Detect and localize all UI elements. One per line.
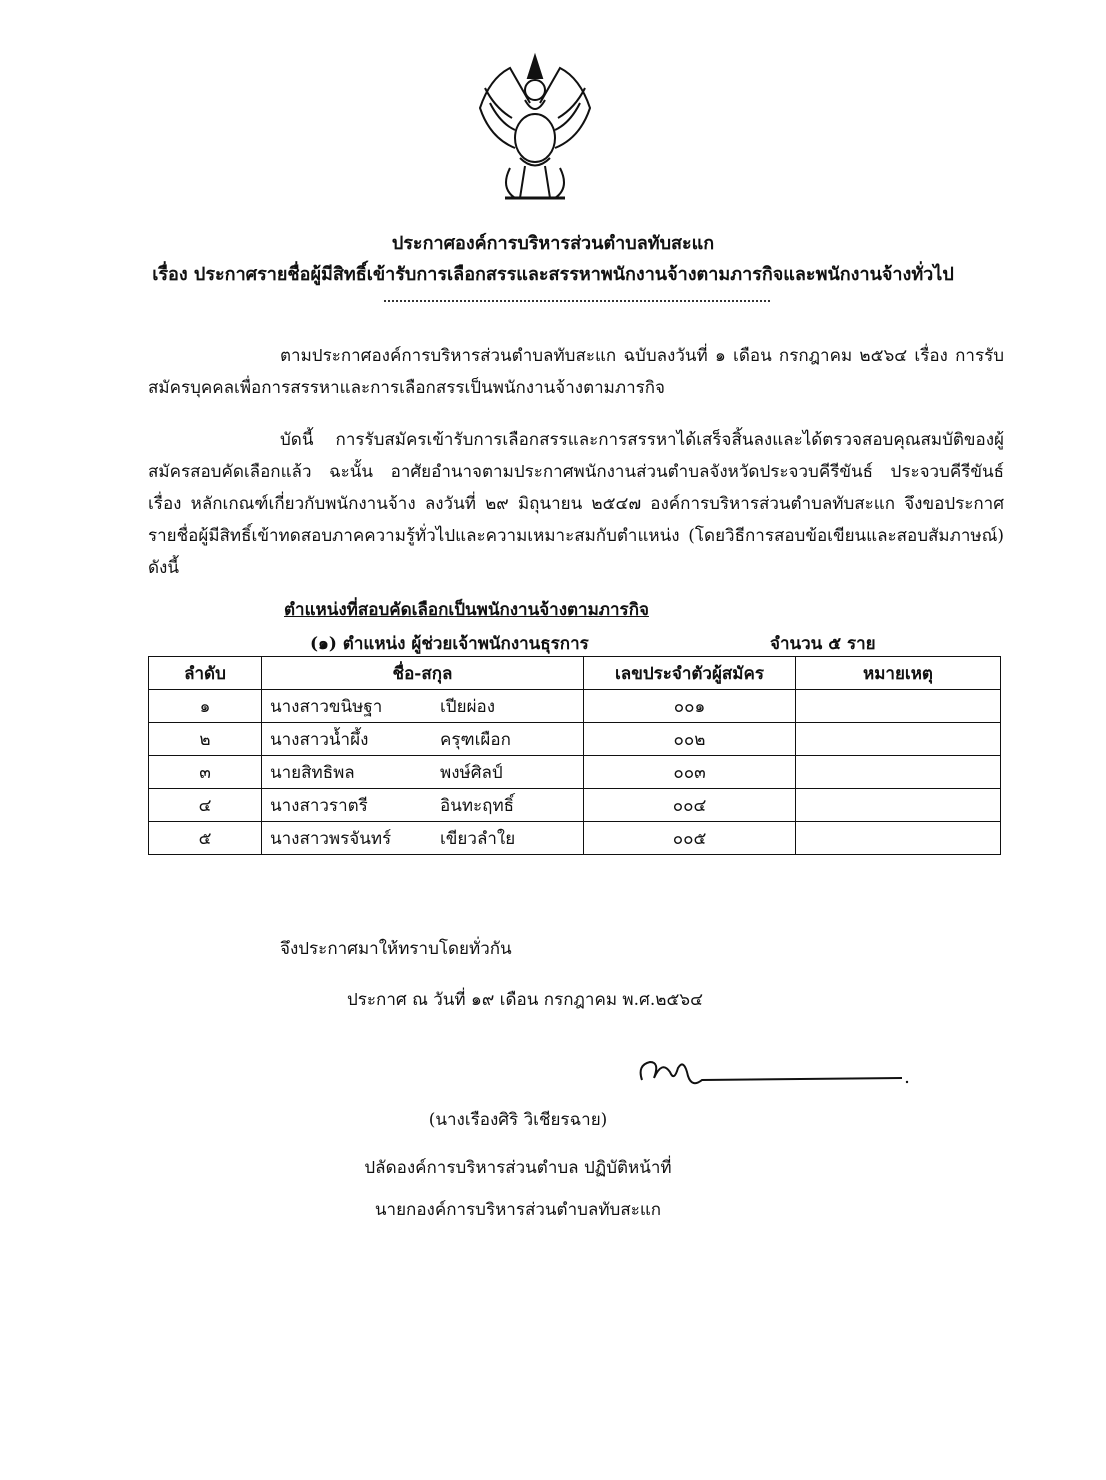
section-title: ตำแหน่งที่สอบคัดเลือกเป็นพนักงานจ้างตามภารกิจ bbox=[284, 600, 649, 620]
row-name bbox=[262, 756, 584, 789]
row-name bbox=[262, 789, 584, 822]
row-note bbox=[796, 822, 1001, 855]
row-note bbox=[796, 789, 1001, 822]
row-first-name: นายสิทธิพล bbox=[270, 762, 355, 783]
row-order: ๑ bbox=[149, 690, 262, 723]
row-first-name: นางสาวราตรี bbox=[270, 795, 368, 816]
row-note bbox=[796, 723, 1001, 756]
table-row bbox=[149, 756, 1001, 789]
closing-text: จึงประกาศมาให้ทราบโดยทั่วกัน bbox=[280, 939, 512, 959]
row-name bbox=[262, 723, 584, 756]
row-note bbox=[796, 690, 1001, 723]
row-id: ๐๐๑ bbox=[584, 690, 796, 723]
row-last-name: ครุฑเผือก bbox=[440, 729, 511, 750]
row-id: ๐๐๔ bbox=[584, 789, 796, 822]
signer-name: (นางเรืองศิริ วิเชียรฉาย) bbox=[428, 1110, 608, 1130]
row-last-name: เขียวลำใย bbox=[440, 828, 516, 849]
position-name: (๑) ตำแหน่ง ผู้ช่วยเจ้าพนักงานธุรการ bbox=[310, 634, 589, 654]
table-row bbox=[149, 690, 1001, 723]
document-title: ประกาศองค์การบริหารส่วนตำบลทับสะแก bbox=[391, 233, 715, 254]
garuda-emblem-icon bbox=[470, 48, 600, 206]
candidate-table bbox=[148, 656, 1001, 855]
row-last-name: อินทะฤทธิ์ bbox=[440, 795, 515, 816]
row-id: ๐๐๓ bbox=[584, 756, 796, 789]
row-first-name: นางสาวน้ำผึ้ง bbox=[270, 729, 369, 750]
header-name: ชื่อ-สกุล bbox=[262, 657, 584, 690]
row-first-name: นางสาวพรจันทร์ bbox=[270, 828, 392, 849]
signer-title-2: นายกองค์การบริหารส่วนตำบลทับสะแก bbox=[374, 1200, 662, 1220]
row-id: ๐๐๕ bbox=[584, 822, 796, 855]
table-header-row bbox=[149, 657, 1001, 690]
header-order: ลำดับ bbox=[149, 657, 262, 690]
row-order: ๒ bbox=[149, 723, 262, 756]
row-last-name: พงษ์ศิลป์ bbox=[440, 762, 503, 783]
divider bbox=[384, 300, 770, 302]
row-first-name: นางสาวขนิษฐา bbox=[270, 696, 383, 717]
signature-icon bbox=[632, 1050, 912, 1100]
row-order: ๕ bbox=[149, 822, 262, 855]
position-line bbox=[310, 630, 910, 657]
table-row bbox=[149, 723, 1001, 756]
position-count: จำนวน ๕ ราย bbox=[770, 634, 876, 654]
row-last-name: เปียผ่อง bbox=[440, 696, 496, 717]
document-subject: เรื่อง ประกาศรายชื่อผู้มีสิทธิ์เข้ารับการเลือกสรรและสรรหาพนักงานจ้างตามภารกิจและพนักงานจ้างทั่วไป bbox=[152, 264, 954, 285]
paragraph-announcement: บัดนี้ การรับสมัครเข้ารับการเลือกสรรและการสรรหาได้เสร็จสิ้นลงและได้ตรวจสอบคุณสมบัติของผู้สมัครสอบคัดเลือกแล้ว ฉะนั้น อาศัยอำนาจตามประกาศพนักงานส่วนตำบลจังหวัดประจวบคีรีขันธ์ ประจวบคีรีขันธ์ เรื่อง หลักเกณฑ์เกี่ยวกับพนักงานจ้าง ลงวันที่ ๒๙ มิถุนายน ๒๕๔๗ องค์การบริหารส่วนตำบลทับสะแก จึงขอประกาศรายชื่อผู้มีสิทธิ์เข้าทดสอบภาคความรู้ทั่วไปและความเหมาะสมกับตำแหน่ง (โดยวิธีการสอบข้อเขียนและสอบสัมภาษณ์) ดังนี้ bbox=[148, 430, 1004, 578]
signer-title-1: ปลัดองค์การบริหารส่วนตำบล ปฏิบัติหน้าที่ bbox=[364, 1158, 672, 1178]
header-note: หมายเหตุ bbox=[796, 657, 1001, 690]
table-row bbox=[149, 789, 1001, 822]
row-name bbox=[262, 822, 584, 855]
row-note bbox=[796, 756, 1001, 789]
announce-date: ประกาศ ณ วันที่ ๑๙ เดือน กรกฎาคม พ.ศ.๒๕๖๔ bbox=[347, 990, 703, 1010]
paragraph-reference: ตามประกาศองค์การบริหารส่วนตำบลทับสะแก ฉบับลงวันที่ ๑ เดือน กรกฎาคม ๒๕๖๔ เรื่อง การรับสมัครบุคคลเพื่อการสรรหาและการเลือกสรรเป็นพนักงานจ้างตามภารกิจ bbox=[148, 346, 1004, 398]
table-row bbox=[149, 822, 1001, 855]
row-name bbox=[262, 690, 584, 723]
row-id: ๐๐๒ bbox=[584, 723, 796, 756]
row-order: ๔ bbox=[149, 789, 262, 822]
header-id: เลขประจำตัวผู้สมัคร bbox=[584, 657, 796, 690]
row-order: ๓ bbox=[149, 756, 262, 789]
